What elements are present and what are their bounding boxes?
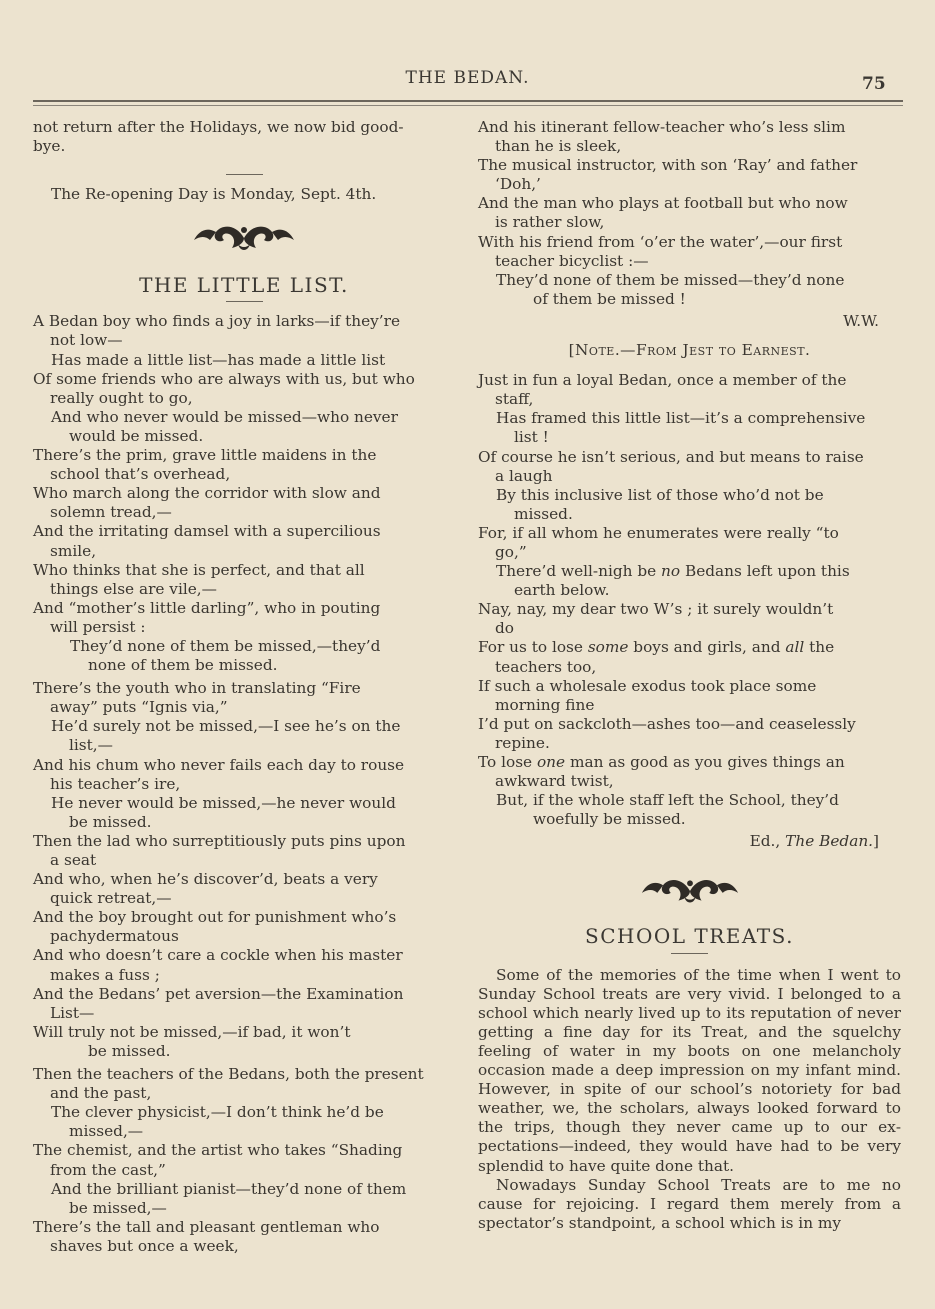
- verse-line: Of some friends who are always with us, but who: [33, 369, 415, 388]
- verse-line: They’d none of them be missed,—they’d: [70, 636, 381, 655]
- verse-line: from the cast,”: [50, 1160, 166, 1179]
- verse-line: And the Bedans’ pet aversion—the Examination: [33, 984, 404, 1003]
- verse-line: pachydermatous: [50, 927, 179, 946]
- verse-line: be missed.: [88, 1041, 171, 1060]
- verse-line: And his chum who never fails each day to rouse: [33, 755, 405, 774]
- verse-line: If such a wholesale exodus took place some: [478, 676, 817, 695]
- verse-line: The musical instructor, with son ‘Ray’ and father: [478, 156, 858, 175]
- verse-line: none of them be missed.: [88, 656, 278, 675]
- verse-line: not low—: [50, 331, 123, 350]
- article-paragraph: Nowadays Sunday School Treats are to me no cause for rejoicing. I regard them merely from a spectator’s standpoint, a school which is in my: [478, 1175, 901, 1232]
- verse-line: teacher bicyclist :—: [495, 251, 649, 270]
- verse-line: away” puts “Ignis via,”: [50, 698, 228, 717]
- verse-line: shaves but once a week,: [50, 1236, 239, 1255]
- verse-line: He’d surely not be missed,—I see he’s on the: [51, 717, 401, 736]
- fleuron-ornament: [192, 218, 296, 258]
- verse-line: Of course he isn’t serious, and but means to raise: [478, 447, 864, 466]
- verse-line: And the brilliant pianist—they’d none of them: [51, 1179, 407, 1198]
- verse-line: With his friend from ‘o’er the water’,—our first: [478, 232, 843, 251]
- poem-body: [33, 312, 455, 1256]
- note-heading: [Note.—From Jest to Earnest.: [568, 341, 811, 360]
- poem-continuation: [478, 118, 901, 309]
- verse-line: will persist :: [50, 617, 146, 636]
- verse-line: And who, when he’s discover’d, beats a very: [33, 870, 378, 889]
- note-signature: [478, 832, 901, 851]
- verse-line: staff,: [495, 390, 534, 409]
- note-signature-suffix: ]: [873, 832, 879, 851]
- verse-line: awkward twist,: [495, 772, 614, 791]
- reopening-notice: The Re-opening Day is Monday, Sept. 4th.: [51, 185, 377, 204]
- verse-line: teachers too,: [495, 657, 597, 676]
- intro-line: bye.: [33, 137, 66, 156]
- page-number: 75: [862, 74, 886, 94]
- verse-line: Then the lad who surreptitiously puts pins upon: [33, 831, 406, 850]
- verse-line: For, if all whom he enumerates were really “to: [478, 523, 839, 542]
- running-title: THE BEDAN.: [405, 68, 530, 88]
- header-rule-thin: [33, 105, 903, 106]
- verse-line: smile,: [50, 541, 97, 560]
- verse-line: There’s the tall and pleasant gentleman who: [33, 1217, 380, 1236]
- verse-line: than he is sleek,: [495, 137, 622, 156]
- verse-line: Who thinks that she is perfect, and that all: [33, 560, 365, 579]
- verse-line: And “mother’s little darling”, who in pouting: [33, 598, 381, 617]
- verse-line: list,—: [69, 736, 113, 755]
- verse-line: For us to lose some boys and girls, and all the: [478, 638, 835, 657]
- verse-line: Then the teachers of the Bedans, both the present: [33, 1065, 424, 1084]
- verse-line: ‘Doh,’: [495, 175, 541, 194]
- verse-line: A Bedan boy who finds a joy in larks—if they’re: [33, 312, 401, 331]
- verse-line: missed,—: [69, 1122, 144, 1141]
- verse-line: He never would be missed,—he never would: [51, 793, 396, 812]
- verse-line: The clever physicist,—I don’t think he’d be: [51, 1103, 384, 1122]
- verse-line: Who march along the corridor with slow and: [33, 484, 381, 503]
- verse-line: They’d none of them be missed—they’d none: [496, 270, 845, 289]
- verse-line: of them be missed !: [533, 289, 686, 308]
- verse-line: Has framed this little list—it’s a comprehensive: [496, 409, 866, 428]
- verse-line: I’d put on sackcloth—ashes too—and ceaselessly: [478, 714, 856, 733]
- verse-line: list !: [514, 428, 549, 447]
- verse-line: The chemist, and the artist who takes “Shading: [33, 1141, 403, 1160]
- verse-line: And his itinerant fellow-teacher who’s less slim: [478, 118, 846, 136]
- verse-line: school that’s overhead,: [50, 465, 231, 484]
- article-paragraph: Some of the memories of the time when I went to Sunday School treats are very vivid. I belonged to a school which nearly lived up to its reputation of never getting a fine day for its Treat, and the squelchy feeling of water in my boots on one melancholy occasion made a deep impression on my infant mind. However, in spite of our school’s notoriety for bad weather, we, the scholars, always looked forward to the trips, though they never came up to our expectations—indeed, they would have had to be very splendid to have quite done that.: [478, 965, 901, 1175]
- verse-line: And who never would be missed—who never: [51, 407, 398, 426]
- article-title: SCHOOL TREATS.: [585, 924, 794, 949]
- verse-line: be missed.: [69, 812, 152, 831]
- intro-line: not return after the Holidays, we now bid good-: [33, 118, 404, 136]
- poem-signature: W.W.: [843, 311, 879, 330]
- verse-line: woefully be missed.: [533, 810, 686, 829]
- verse-line: List—: [50, 1003, 95, 1022]
- verse-line: be missed,—: [69, 1198, 167, 1217]
- verse-line: There’s the youth who in translating “Fire: [33, 679, 361, 698]
- verse-line: Just in fun a loyal Bedan, once a member of the: [478, 371, 847, 390]
- verse-line: But, if the whole staff left the School, they’d: [496, 791, 839, 810]
- verse-line: Nay, nay, my dear two W’s ; it surely wouldn’t: [478, 600, 834, 619]
- verse-line: repine.: [495, 733, 550, 752]
- note-signature-title: The Bedan.: [785, 832, 874, 851]
- verse-line: morning fine: [495, 695, 595, 714]
- note-body: [478, 371, 901, 829]
- note-signature-prefix: Ed.,: [749, 832, 781, 851]
- verse-line: earth below.: [514, 581, 610, 600]
- verse-line: go,”: [495, 542, 527, 561]
- left-column: [33, 118, 455, 1256]
- verse-line: To lose one man as good as you gives things an: [478, 753, 845, 771]
- verse-line: would be missed.: [69, 426, 204, 445]
- verse-line: things else are vile,—: [50, 579, 217, 598]
- right-column: [478, 118, 901, 1233]
- fleuron-ornament: [640, 871, 740, 911]
- verse-line: And the irritating damsel with a supercilious: [33, 522, 381, 541]
- verse-line: There’s the prim, grave little maidens in the: [33, 446, 377, 465]
- verse-line: solemn tread,—: [50, 503, 172, 522]
- verse-line: Has made a little list—has made a little list: [51, 350, 386, 369]
- verse-line: There’d well-nigh be no Bedans left upon this: [496, 562, 850, 581]
- verse-line: missed.: [514, 504, 573, 523]
- header-rule: [33, 100, 903, 102]
- verse-line: is rather slow,: [495, 213, 605, 232]
- verse-line: Will truly not be missed,—if bad, it won’t: [33, 1022, 351, 1041]
- verse-line: a seat: [50, 851, 97, 869]
- verse-line: do: [495, 619, 515, 638]
- verse-line: And the man who plays at football but who now: [478, 194, 848, 213]
- verse-line: and the past,: [50, 1084, 152, 1103]
- verse-line: By this inclusive list of those who’d not be: [496, 485, 824, 504]
- verse-line: really ought to go,: [50, 388, 193, 407]
- verse-line: a laugh: [495, 466, 553, 485]
- verse-line: makes a fuss ;: [50, 965, 160, 984]
- verse-line: And who doesn’t care a cockle when his master: [33, 946, 403, 965]
- verse-line: his teacher’s ire,: [50, 774, 181, 793]
- verse-line: And the boy brought out for punishment who’s: [33, 908, 397, 927]
- poem-title: THE LITTLE LIST.: [139, 273, 349, 298]
- verse-line: quick retreat,—: [50, 889, 172, 908]
